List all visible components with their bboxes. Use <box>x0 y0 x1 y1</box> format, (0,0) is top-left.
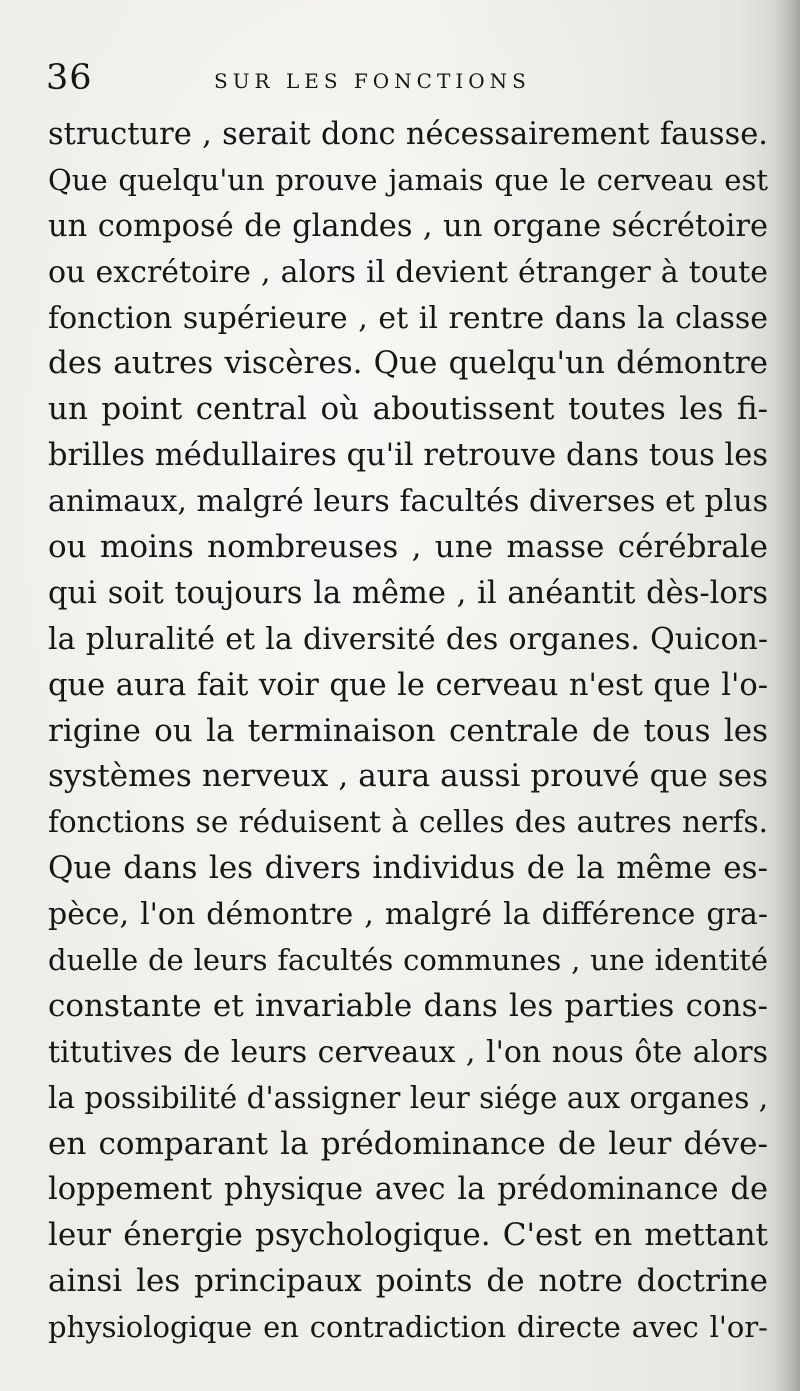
text-line: la pluralité et la diversité des organes. Quicon- <box>48 621 768 657</box>
text-line: pèce, l'on démontre , malgré la différence gra- <box>48 897 768 933</box>
text-line: ou excrétoire , alors il devient étranger à toute <box>48 254 768 290</box>
text-line: leur énergie psychologique. C'est en mettant <box>48 1217 768 1254</box>
text-line: qui soit toujours la même , il anéantit dès-lors <box>48 575 768 611</box>
text-line: ainsi les principaux points de notre doctrine <box>48 1263 768 1300</box>
text-line: animaux, malgré leurs facultés diverses et plus <box>48 484 768 520</box>
text-line: structure , serait donc nécessairement fausse. <box>48 117 768 152</box>
text-line: loppement physique avec la prédominance de <box>48 1172 768 1208</box>
page-header <box>46 58 786 106</box>
text-line: fonctions se réduisent à celles des autres nerfs. <box>48 805 768 840</box>
text-line: duelle de leurs facultés communes , une identité <box>48 943 768 978</box>
text-line: que aura fait voir que le cerveau n'est que l'o- <box>48 667 768 703</box>
text-line: rigine ou la terminaison centrale de tous les <box>48 712 768 749</box>
running-head: SUR LES FONCTIONS <box>214 69 531 93</box>
text-line: constante et invariable dans les parties cons- <box>48 987 768 1024</box>
text-line: un point central où aboutissent toutes les fi- <box>48 391 768 428</box>
text-line: brilles médullaires qu'il retrouve dans tous les <box>48 438 768 474</box>
text-line: des autres viscères. Que quelqu'un démontre <box>48 345 768 382</box>
body-text <box>48 112 768 1351</box>
text-line: la possibilité d'assigner leur siége aux organes , <box>48 1080 768 1115</box>
text-line: un composé de glandes , un organe sécrétoire <box>48 208 768 244</box>
text-line: en comparant la prédominance de leur déve- <box>48 1125 768 1162</box>
text-line: titutives de leurs cerveaux , l'on nous ôte alors <box>48 1034 768 1070</box>
text-line: systèmes nerveux , aura aussi prouvé que ses <box>48 758 768 795</box>
text-line: Que quelqu'un prouve jamais que le cerveau est <box>48 162 768 197</box>
page-number: 36 <box>46 58 93 98</box>
text-line: physiologique en contradiction directe avec l'or- <box>48 1310 768 1345</box>
text-line: ou moins nombreuses , une masse cérébrale <box>48 529 768 566</box>
text-line: fonction supérieure , et il rentre dans la classe <box>48 300 768 336</box>
text-line: Que dans les divers individus de la même es- <box>48 850 768 887</box>
page-gutter-shadow <box>772 0 800 1391</box>
